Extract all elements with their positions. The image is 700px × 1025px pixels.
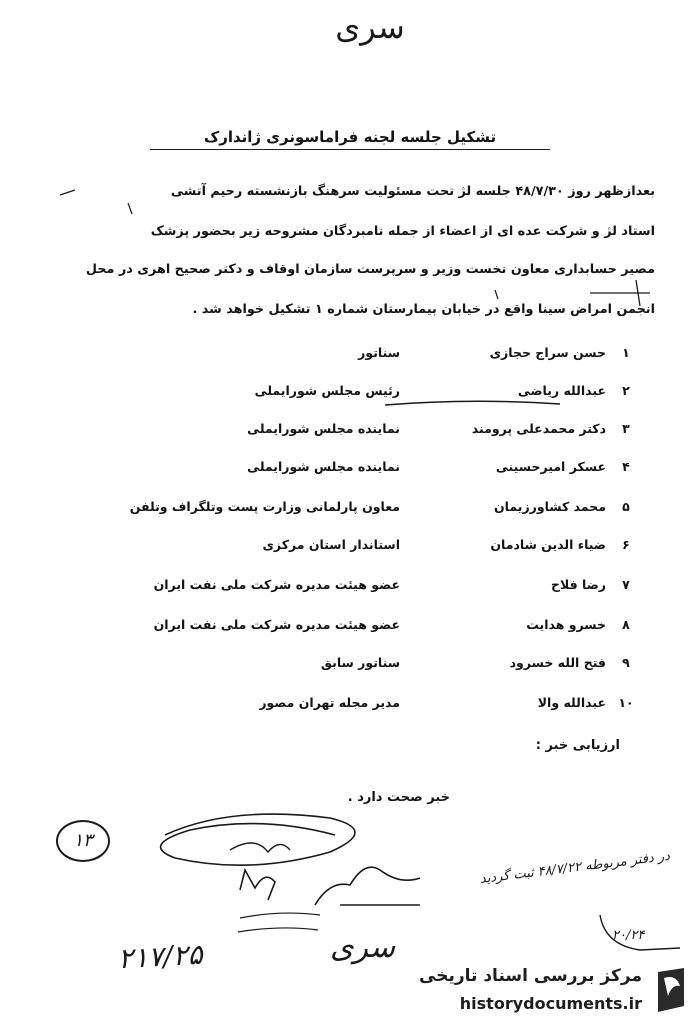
member-role: استاندار استان مرکزی <box>262 537 400 552</box>
member-number: ۸ <box>622 617 630 632</box>
watermark-name: مرکز بررسی اسناد تاریخی <box>419 966 642 986</box>
initials-mark <box>240 870 275 900</box>
member-number: ۶ <box>622 537 630 552</box>
watermark-site: historydocuments.ir <box>459 994 642 1013</box>
name-underline <box>385 401 560 405</box>
paragraph-line-2: استاد لژ و شرکت عده ای از اعضاء از جمله نامبردگان مشروحه زیر بحضور پزشک <box>150 224 655 239</box>
initials-mark <box>315 867 420 905</box>
margin-tick <box>60 190 75 195</box>
paragraph-line-1: بعدازظهر روز ۴۸/۷/۳۰ جلسه لژ تحت مسئولیت سرهنگ بازنشسته رحیم آتشی <box>170 184 655 199</box>
member-role: معاون پارلمانی وزارت پست وتلگراف وتلفن <box>129 499 400 514</box>
member-name: ضیاء الدین شادمان <box>490 537 606 552</box>
document-title: تشکیل جلسه لجنه فراماسونری ژاندارک <box>150 128 550 150</box>
signature-scribble <box>230 843 290 852</box>
member-role: مدیر مجله تهران مصور <box>259 695 400 710</box>
member-name: عسکر امیرحسینی <box>495 459 606 474</box>
signature-scribble <box>161 814 355 865</box>
member-name: عبدالله ریاضی <box>517 383 606 398</box>
member-name: حسن سراج حجازی <box>489 345 606 360</box>
stamp-scribble <box>240 913 320 918</box>
handwritten-date-small: ۲۰/۲۴ <box>612 928 645 943</box>
member-role: سناتور <box>358 345 400 360</box>
member-name: دکتر محمدعلی پرومند <box>471 421 606 436</box>
watermark <box>415 960 700 1025</box>
member-number: ۴ <box>622 459 630 474</box>
margin-tick <box>495 290 498 299</box>
member-name: محمد کشاورزیمان <box>494 499 606 514</box>
classification-bottom: سری <box>330 930 396 965</box>
evaluation-text: خبر صحت دارد . <box>347 790 450 805</box>
member-name: خسرو هدایت <box>526 617 606 632</box>
classification-top: سری <box>335 8 405 46</box>
member-role: رئیس مجلس شورایملی <box>254 383 400 398</box>
member-role: نماینده مجلس شورایملی <box>247 421 400 436</box>
member-role: نماینده مجلس شورایملی <box>247 459 400 474</box>
stamp-scribble <box>238 928 318 932</box>
margin-tick <box>128 203 132 214</box>
handwritten-date-note: در دفتر مربوطه ۴۸/۷/۲۲ ثبت گردید <box>479 848 671 887</box>
member-role: سناتور سابق <box>320 655 400 670</box>
member-number: ۹ <box>622 655 630 670</box>
member-number: ۵ <box>622 499 630 514</box>
paragraph-line-3: مصیر حسابداری معاون نخست وزیر و سرپرست سازمان اوقاف و دکتر صحیح اهری در محل <box>85 262 655 277</box>
member-number: ۱ <box>622 345 630 360</box>
member-number: ۲ <box>622 383 630 398</box>
stamp-number: ۲۱۷/۲۵ <box>117 937 204 976</box>
member-role: عضو هیئت مدیره شرکت ملی نفت ایران <box>153 617 400 632</box>
paragraph-line-4: انجمن امراض سینا واقع در خیابان بیمارستان شماره ۱ تشکیل خواهد شد . <box>192 302 655 317</box>
member-number: ۷ <box>622 577 630 592</box>
page-number: ۱۳ <box>56 820 110 862</box>
member-number: ۳ <box>622 421 630 436</box>
archive-logo-icon <box>650 966 692 1014</box>
member-role: عضو هیئت مدیره شرکت ملی نفت ایران <box>153 577 400 592</box>
member-name: عبدالله والا <box>537 695 606 710</box>
member-name: رضا فلاح <box>550 577 606 592</box>
evaluation-label: ارزیابی خبر : <box>535 738 620 753</box>
member-name: فتح الله خسرود <box>509 655 606 670</box>
member-number: ۱۰ <box>618 695 634 710</box>
